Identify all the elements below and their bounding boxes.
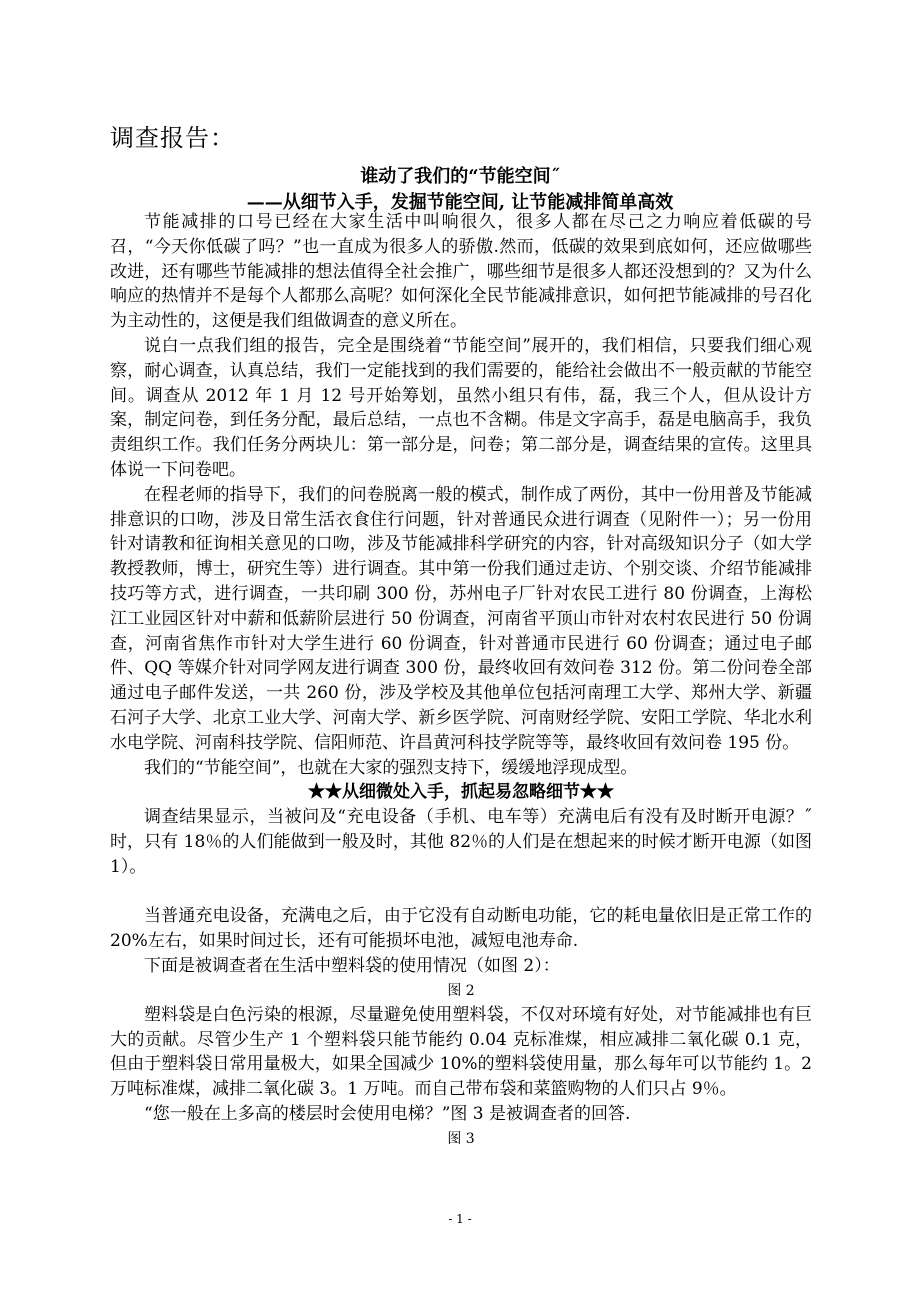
figure-3-caption: 图 3 [447,1130,475,1147]
paragraph: 调查结果显示，当被问及“充电设备（手机、电车等）充满电后有没有及时断开电源？˝时，只有 18％的人们能做到一般及时，其他 82％的人们是在想起来的时候才断开电源（如图 1）。 [110,807,812,877]
paragraph: “您一般在上多高的楼层时会使用电梯？”图 3 是被调查者的回答. [144,1103,631,1124]
report-title: 谁动了我们的“节能空间˝ [360,166,560,187]
paragraph: 塑料袋是白色污染的根源，尽量避免使用塑料袋，不仅对环境有好处，对节能减排也有巨大的贡献。尽管少生产 1 个塑料袋只能节能约 0.04 克标准煤，相应减排二氧化碳 0.1 克，但由于塑料袋日常用量极大，如果全国减少 10%的塑料袋使用量，那么每年可以节能约 1。2 万吨标准煤，减排二氧化碳 3。1 万吨。而自己带布袋和菜篮购物的人们只占 9％。 [110,1004,812,1100]
paragraph: 下面是被调查者在生活中塑料袋的使用情况（如图 2）： [144,955,560,976]
paragraph: 在程老师的指导下，我们的问卷脱离一般的模式，制作成了两份，其中一份用普及节能减排意识的口吻，涉及日常生活衣食住行问题，针对普通民众进行调查（见附件一）；另一份用针对请教和征询相关意见的口吻，涉及节能减排科学研究的内容，针对高级知识分子（如大学教授教师，博士，研究生等）进行调查。其中第一份我们通过走访、个别交谈、介绍节能减排技巧等方式，进行调查，一共印刷 300 份，苏州电子厂针对农民工进行 80 份调查，上海松江工业园区针对中薪和低薪阶层进行 50 份调查，河南省平顶山市针对农村农民进行 50 份调查，河南省焦作市针对大学生进行 60 份调查，针对普通市民进行 60 份调查；通过电子邮件、QQ 等媒介针对同学网友进行调查 300 份，最终收回有效问卷 312 份。第二份问卷全部通过电子邮件发送，一共 260 份，涉及学校及其他单位包括河南理工大学、郑州大学、新疆石河子大学、北京工业大学、河南大学、新乡医学院、河南财经学院、安阳工学院、华北水利水电学院、河南科技学院、信阳师范、许昌黄河科技学院等等，最终收回有效问卷 195 份。 [110,484,812,753]
paragraph: 说白一点我们组的报告，完全是围绕着“节能空间”展开的，我们相信，只要我们细心观察，耐心调查，认真总结，我们一定能找到的我们需要的，能给社会做出不一般贡献的节能空间。调查从 2012 年 1 月 12 号开始筹划，虽然小组只有伟，磊，我三个人，但从设计方案，制定问卷，到任务分配，最后总结，一点也不含糊。伟是文字高手，磊是电脑高手，我负责组织工作。我们任务分两块儿：第一部分是，问卷；第二部分是，调查结果的宣传。这里具体说一下问卷吧。 [110,335,812,480]
report-subtitle: ——从细节入手，发掘节能空间, 让节能减排简单高效 [246,192,674,213]
paragraph: 我们的“节能空间”，也就在大家的强烈支持下，缓缓地浮现成型。 [144,757,638,778]
figure-1-placeholder [110,880,812,905]
paragraph: 当普通充电设备，充满电之后，由于它没有自动断电功能，它的耗电量依旧是正常工作的 20%左右，如果时间过长，还有可能损坏电池，减短电池寿命. [110,906,812,952]
section-heading: ★★从细微处入手，抓起易忽略细节★★ [308,782,614,803]
paragraph: 节能减排的口号已经在大家生活中叫响很久，很多人都在尽己之力响应着低碳的号召，“今天你低碳了吗？”也一直成为很多人的骄傲.然而，低碳的效果到底如何，还应做哪些改进，还有哪些节能减排的想法值得全社会推广，哪些细节是很多人都还没想到的？又为什么响应的热情并不是每个人都那么高呢？如何深化全民节能减排意识，如何把节能减排的号召化为主动性的，这便是我们组做调查的意义所在。 [110,212,812,332]
page-number: - 1 - [448,1212,472,1226]
figure-2-caption: 图 2 [447,982,475,999]
report-body [110,210,812,1151]
report-heading: 调查报告： [110,124,235,152]
